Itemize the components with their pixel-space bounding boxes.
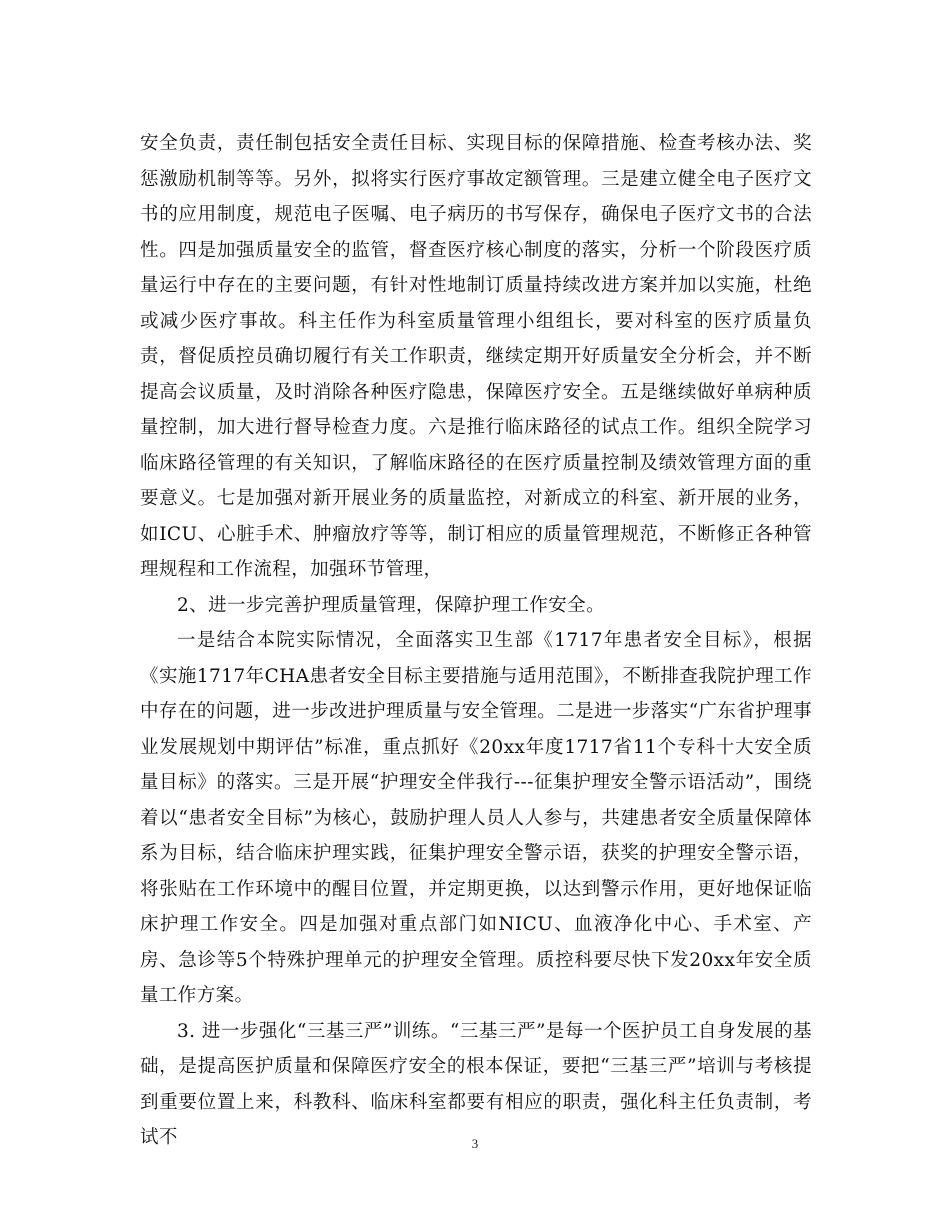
paragraph-section-2-heading: 2、进一步完善护理质量管理，保障护理工作安全。	[177, 594, 605, 616]
page-number: 3	[471, 1136, 479, 1151]
paragraph-section-3: 3. 进一步强化“三基三严”训练。“三基三严”是每一个医护员工自身发展的基础，是提高医护质量和保障医疗安全的根本保证，要把“三基三严”培训与考核提到重要位置上来，科教科、临床科室都要有相应的职责，强化科主任负责制，考试不	[140, 1020, 812, 1148]
paragraph-nursing-safety: 一是结合本院实际情况，全面落实卫生部《1717年患者安全目标》，根据《实施1717年CHA患者安全目标主要措施与适用范围》，不断排查我院护理工作中存在的问题，进一步改进护理质量与安全管理。二是进一步落实“广东省护理事业发展规划中期评估”标准，重点抓好《20xx年度1717省11个专科十大安全质量目标》的落实。三是开展“护理安全伴我行---征集护理安全警示语活动”，围绕着以“患者安全目标”为核心，鼓励护理人员人人参与，共建患者安全质量保障体系为目标，结合临床护理实践，征集护理安全警示语，获奖的护理安全警示语，将张贴在工作环境中的醒目位置，并定期更换，以达到警示作用，更好地保证临床护理工作安全。四是加强对重点部门如NICU、血液净化中心、手术室、产房、急诊等5个特殊护理单元的护理安全管理。质控科要尽快下发20xx年安全质量工作方案。	[140, 630, 812, 1006]
document-body	[140, 126, 812, 1156]
paragraph-continuation: 安全负责，责任制包括安全责任目标、实现目标的保障措施、检查考核办法、奖惩激励机制等等。另外，拟将实行医疗事故定额管理。三是建立健全电子医疗文书的应用制度，规范电子医嘱、电子病历的书写保存，确保电子医疗文书的合法性。四是加强质量安全的监管，督查医疗核心制度的落实，分析一个阶段医疗质量运行中存在的主要问题，有针对性地制订质量持续改进方案并加以实施，杜绝或减少医疗事故。科主任作为科室质量管理小组组长，要对科室的医疗质量负责，督促质控员确切履行有关工作职责，继续定期开好质量安全分析会，并不断提高会议质量，及时消除各种医疗隐患，保障医疗安全。五是继续做好单病种质量控制，加大进行督导检查力度。六是推行临床路径的试点工作。组织全院学习临床路径管理的有关知识，了解临床路径的在医疗质量控制及绩效管理方面的重要意义。七是加强对新开展业务的质量监控，对新成立的科室、新开展的业务，如ICU、心脏手术、肿瘤放疗等等，制订相应的质量管理规范，不断修正各种管理规程和工作流程，加强环节管理，	[140, 133, 812, 580]
